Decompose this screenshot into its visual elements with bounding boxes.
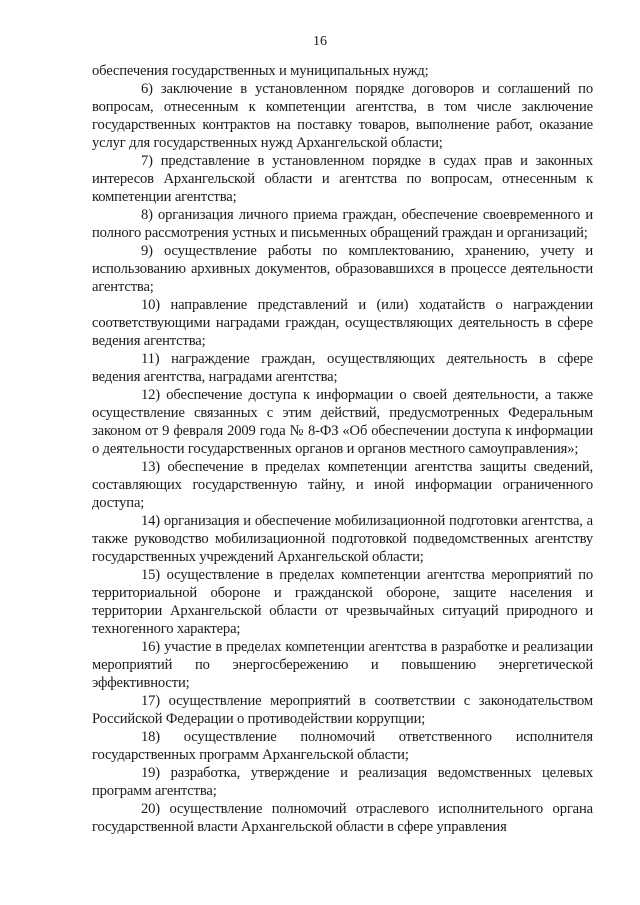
list-item-11: 11) награждение граждан, осуществляющих деятельность в сфере ведения агентства, наградами агентства; xyxy=(92,351,593,385)
list-item-19: 19) разработка, утверждение и реализация ведомственных целевых программ агентства; xyxy=(92,765,593,799)
page-number: 16 xyxy=(313,34,327,49)
list-item-12: 12) обеспечение доступа к информации о своей деятельности, а также осуществление связанных с этим действий, предусмотренных Федеральным законом от 9 февраля 2009 года № 8-ФЗ «Об обеспечении доступа к информации о деятельности государственных органов и органов местного самоуправления»; xyxy=(92,387,593,457)
list-item-6: 6) заключение в установленном порядке договоров и соглашений по вопросам, отнесенным к компетенции агентства, в том числе заключение государственных контрактов на поставку товаров, выполнение работ, оказание услуг для государственных нужд Архангельской области; xyxy=(92,81,593,151)
list-item-18: 18) осуществление полномочий ответственного исполнителя государственных программ Архангельской области; xyxy=(92,729,593,763)
list-item-14: 14) организация и обеспечение мобилизационной подготовки агентства, а также руководство мобилизационной подготовкой подведомственных агентству государственных учреждений Архангельской области; xyxy=(92,513,593,565)
paragraph-continuation: обеспечения государственных и муниципальных нужд; xyxy=(92,63,429,79)
list-item-17: 17) осуществление мероприятий в соответствии с законодательством Российской Федерации о противодействии коррупции; xyxy=(92,693,593,727)
list-item-16: 16) участие в пределах компетенции агентства в разработке и реализации мероприятий по энергосбережению и повышению энергетической эффективности; xyxy=(92,639,593,691)
list-item-8: 8) организация личного приема граждан, обеспечение своевременного и полного рассмотрения устных и письменных обращений граждан и организаций; xyxy=(92,207,593,241)
list-item-7: 7) представление в установленном порядке в судах прав и законных интересов Архангельской области и агентства по вопросам, отнесенным к компетенции агентства; xyxy=(92,153,593,205)
list-item-15: 15) осуществление в пределах компетенции агентства мероприятий по территориальной обороне и гражданской обороне, защите населения и территории Архангельской области от чрезвычайных ситуаций природного и техногенного характера; xyxy=(92,567,593,637)
list-item-9: 9) осуществление работы по комплектованию, хранению, учету и использованию архивных документов, образовавшихся в процессе деятельности агентства; xyxy=(92,243,593,295)
list-item-10: 10) направление представлений и (или) ходатайств о награждении соответствующими наградами граждан, осуществляющих деятельность в сфере ведения агентства; xyxy=(92,297,593,349)
document-body xyxy=(92,62,593,836)
list-item-20: 20) осуществление полномочий отраслевого исполнительного органа государственной власти Архангельской области в сфере управления xyxy=(92,801,593,835)
list-item-13: 13) обеспечение в пределах компетенции агентства защиты сведений, составляющих государственную тайну, и иной информации ограниченного доступа; xyxy=(92,459,593,511)
